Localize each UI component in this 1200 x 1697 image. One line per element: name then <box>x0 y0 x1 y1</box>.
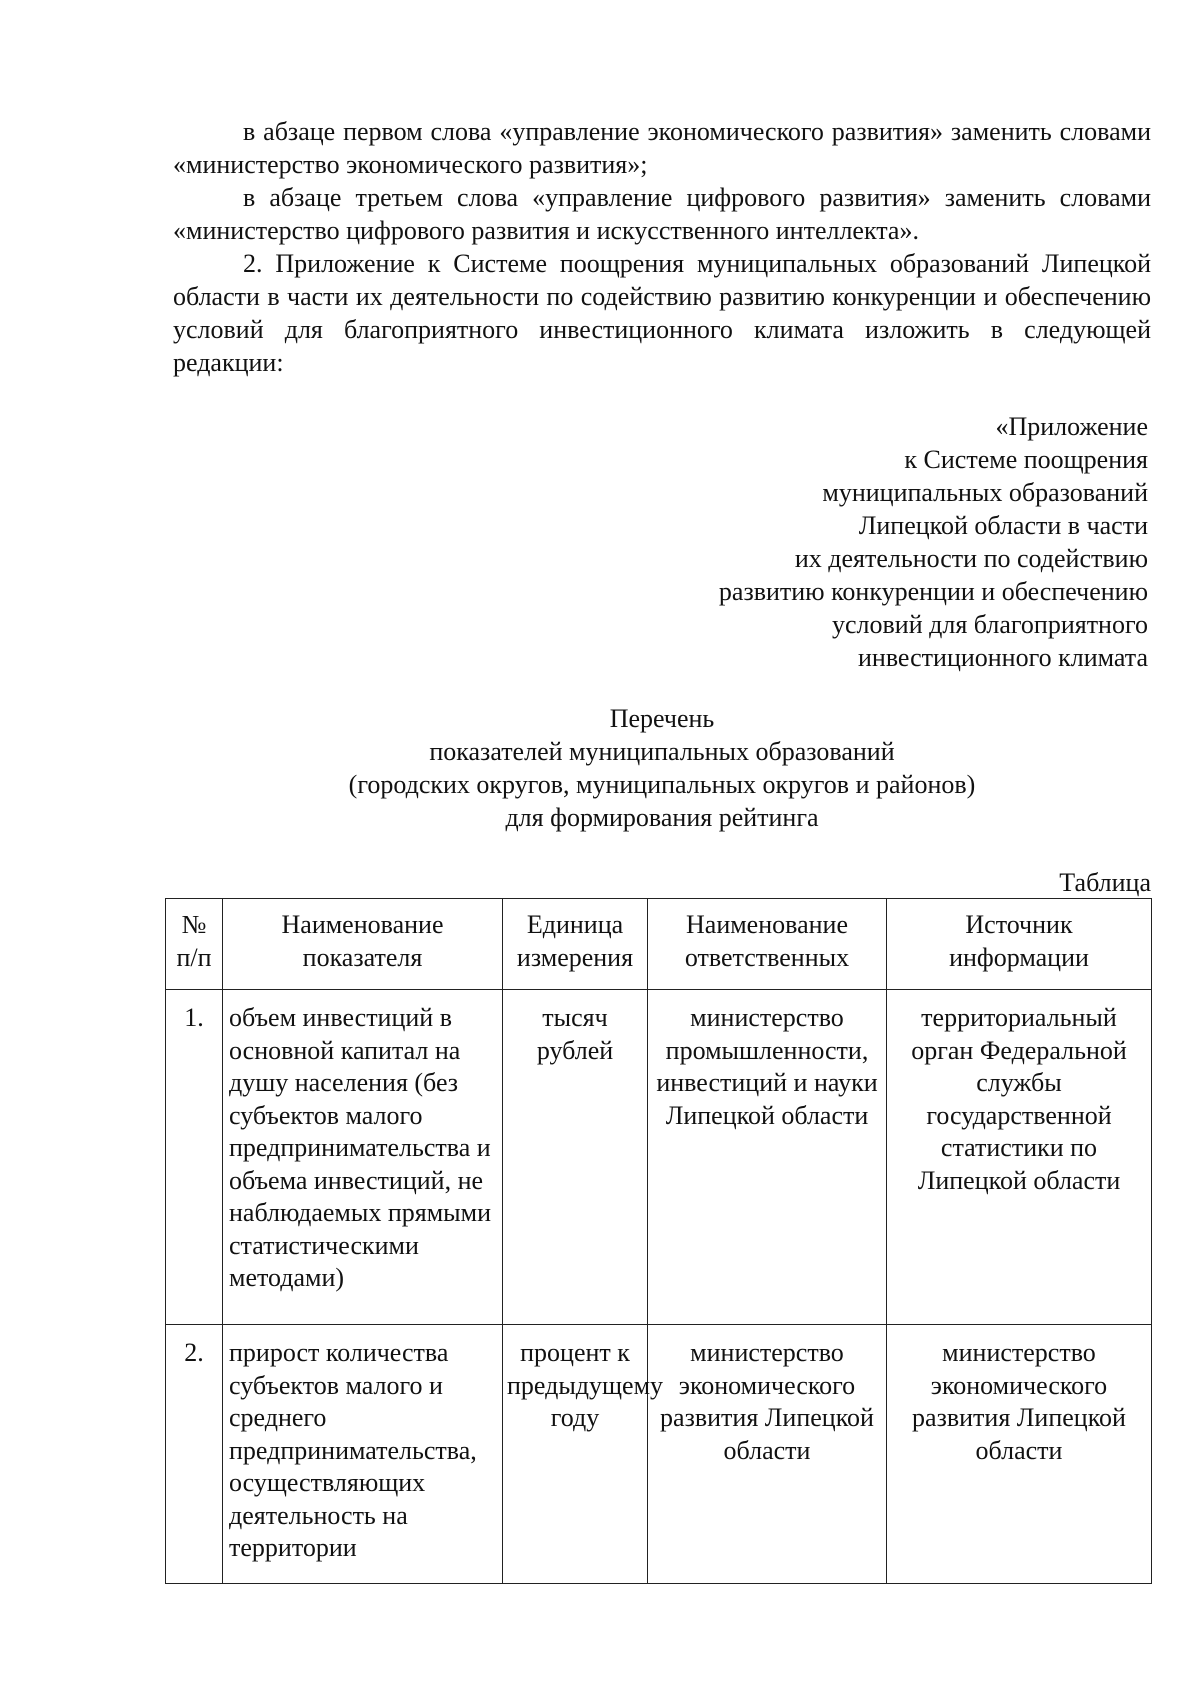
appendix-header-line: инвестиционного климата <box>857 643 1148 672</box>
row-indicator: объем инвестиций в основной капитал на душу населения (без субъектов малого предпринимательства и объема инвестиций, не наблюдаемых прямыми статистическими методами) <box>223 990 503 1325</box>
row-responsible: министерство экономического развития Липецкой области <box>648 1325 887 1584</box>
list-title-line: для формирования рейтинга <box>505 803 819 832</box>
header-text: ответственных <box>684 942 850 972</box>
header-text: показателя <box>302 942 423 972</box>
header-text: измерения <box>516 942 634 972</box>
appendix-header-line: условий для благоприятного <box>832 610 1148 639</box>
appendix-header-line: развитию конкуренции и обеспечению <box>718 577 1148 606</box>
table-row <box>166 1325 1152 1584</box>
list-title <box>173 702 1151 834</box>
header-text: п/п <box>176 942 212 972</box>
row-unit: тысяч рублей <box>503 990 648 1325</box>
row-source: министерство экономического развития Липецкой области <box>887 1325 1152 1584</box>
row-number: 2. <box>166 1325 223 1584</box>
header-text: Наименование <box>281 910 444 939</box>
appendix-header-line: муниципальных образований <box>822 478 1148 507</box>
paragraph-third-abzac: в абзаце третьем слова «управление цифрового развития» заменить словами «министерство цифрового развития и искусственного интеллекта». <box>173 183 1151 245</box>
row-unit: процент к предыдущему году <box>503 1325 648 1584</box>
row-indicator: прирост количества субъектов малого и среднего предпринимательства, осуществляющих деятельность на территории <box>223 1325 503 1584</box>
header-text: Источник <box>965 910 1073 939</box>
appendix-header-line: Липецкой области в части <box>858 511 1148 540</box>
header-cell-unit <box>503 899 648 990</box>
header-cell-indicator <box>223 899 503 990</box>
appendix-header-line: к Системе поощрения <box>904 445 1148 474</box>
header-text: Наименование <box>686 910 848 939</box>
table-row <box>166 990 1152 1325</box>
header-text: № <box>181 910 207 939</box>
indicators-table <box>165 898 1152 1584</box>
appendix-header-line: «Приложение <box>995 412 1148 441</box>
table-header-row <box>166 899 1152 990</box>
list-title-heading: Перечень <box>609 704 715 733</box>
row-responsible: министерство промышленности, инвестиций и науки Липецкой области <box>648 990 887 1325</box>
header-cell-responsible <box>648 899 887 990</box>
paragraph-first-abzac: в абзаце первом слова «управление экономического развития» заменить словами «министерство экономического развития»; <box>173 117 1151 179</box>
list-title-line: показателей муниципальных образований <box>429 737 895 766</box>
appendix-header-line: их деятельности по содействию <box>794 544 1148 573</box>
row-source: территориальный орган Федеральной службы государственной статистики по Липецкой области <box>887 990 1152 1325</box>
header-cell-source <box>887 899 1152 990</box>
table-caption: Таблица <box>1059 868 1151 897</box>
header-text: информации <box>949 942 1089 972</box>
list-title-line: (городских округов, муниципальных округов и районов) <box>348 770 976 799</box>
appendix-header <box>628 410 1148 674</box>
header-text: Единица <box>526 910 624 939</box>
paragraph-appendix-change: 2. Приложение к Системе поощрения муниципальных образований Липецкой области в части их деятельности по содействию развитию конкуренции и обеспечению условий для благоприятного инвестиционного климата изложить в следующей редакции: <box>173 249 1151 377</box>
header-cell-number <box>166 899 223 990</box>
row-number: 1. <box>166 990 223 1325</box>
amendment-text <box>173 115 1151 379</box>
